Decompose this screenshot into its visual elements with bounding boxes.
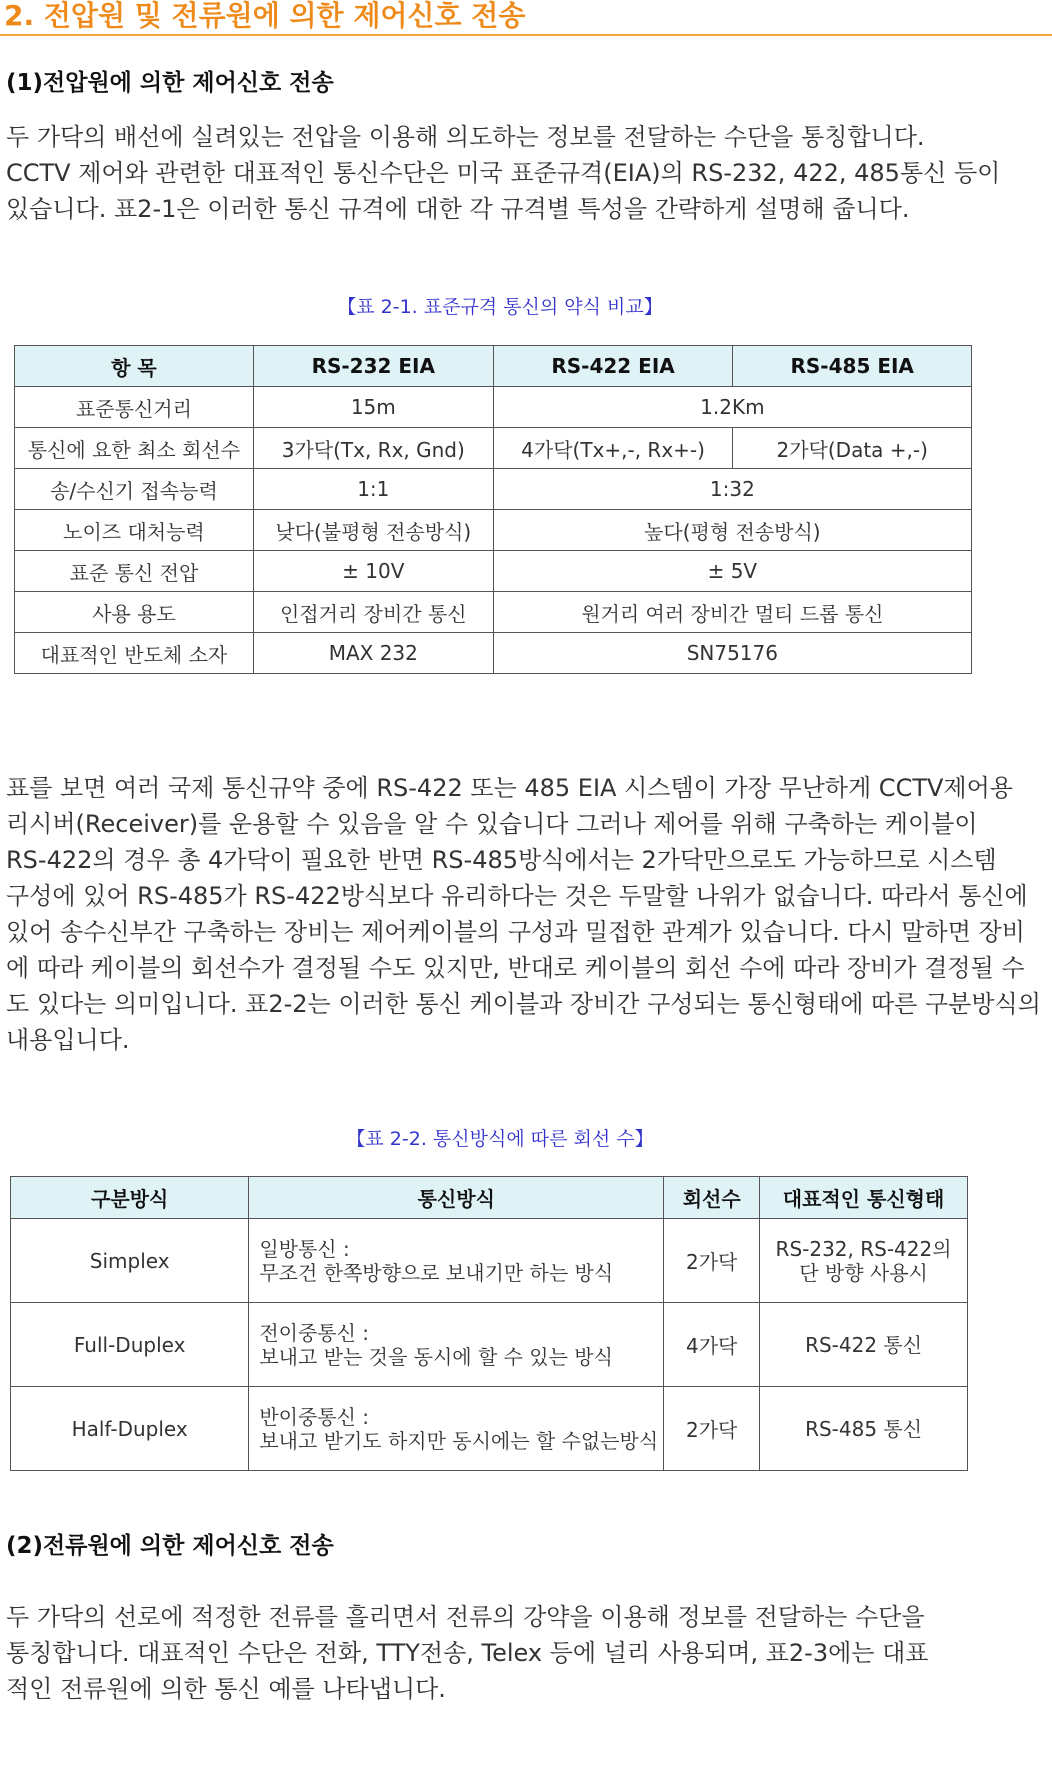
comparison-table (14, 345, 972, 674)
table-caption-2-1: 【표 2-1. 표준규격 통신의 약식 비교】 (337, 296, 663, 318)
paragraph-line: CCTV 제어와 관련한 대표적인 통신수단은 미국 표준규격(EIA)의 RS-232, 422, 485통신 등이 (6, 159, 1001, 187)
header-method: 통신방식 (249, 1177, 664, 1219)
table-row (15, 592, 972, 633)
table-row (15, 510, 972, 551)
cell-representative (760, 1303, 968, 1387)
cell-rs232: MAX 232 (253, 633, 493, 674)
row-label: 노이즈 대처능력 (15, 510, 254, 551)
cell-wires: 2가닥 (664, 1219, 760, 1303)
paragraph-line: 두 가닥의 선로에 적정한 전류를 흘리면서 전류의 강약을 이용해 정보를 전달하는 수단을 (6, 1603, 925, 1631)
header-item: 항 목 (15, 346, 254, 387)
method-description: 보내고 받는 것을 동시에 할 수 있는 방식 (259, 1344, 613, 1369)
row-label: 표준통신거리 (15, 387, 254, 428)
row-label: 표준 통신 전압 (15, 551, 254, 592)
cell-rs232: ± 10V (253, 551, 493, 592)
cell-rs232: 인접거리 장비간 통신 (253, 592, 493, 633)
cell-rs422-485: ± 5V (493, 551, 971, 592)
cell-rs232: 1:1 (253, 469, 493, 510)
representative-line: RS-485 통신 (805, 1416, 923, 1441)
table-row-simplex (11, 1219, 968, 1303)
row-label: 송/수신기 접속능력 (15, 469, 254, 510)
paragraph-analysis (6, 770, 1046, 1058)
cell-method (249, 1219, 664, 1303)
cell-rs232: 낮다(불평형 전송방식) (253, 510, 493, 551)
paragraph-line: 있어 송수신부간 구축하는 장비는 제어케이블의 구성과 밀접한 관계가 있습니다. 다시 말하면 장비 (6, 918, 1025, 946)
cell-type: Full-Duplex (11, 1303, 249, 1387)
cell-representative (760, 1387, 968, 1471)
header-rs232: RS-232 EIA (253, 346, 493, 387)
cell-rs485: 2가닥(Data +,-) (733, 428, 972, 469)
representative-line: RS-422 통신 (805, 1332, 923, 1357)
paragraph-line: 적인 전류원에 의한 통신 예를 나타냅니다. (6, 1675, 446, 1703)
cell-rs422-485: 1.2Km (493, 387, 971, 428)
cell-method (249, 1303, 664, 1387)
method-description: 보내고 받기도 하지만 동시에는 할 수없는방식 (259, 1428, 659, 1453)
cell-type: Simplex (11, 1219, 249, 1303)
cell-wires: 4가닥 (664, 1303, 760, 1387)
paragraph-line: 통칭합니다. 대표적인 수단은 전화, TTY전송, Telex 등에 널리 사용되며, 표2-3에는 대표 (6, 1639, 929, 1667)
paragraph-line: 리시버(Receiver)를 운용할 수 있음을 알 수 있습니다 그러나 제어를 위해 구축하는 케이블이 (6, 810, 978, 838)
subsection-heading-current: (2)전류원에 의한 제어신호 전송 (6, 1533, 334, 1559)
table-header-row (11, 1177, 968, 1219)
cell-method (249, 1387, 664, 1471)
header-type: 구분방식 (11, 1177, 249, 1219)
cell-type: Half-Duplex (11, 1387, 249, 1471)
table-row (15, 387, 972, 428)
table-row (15, 428, 972, 469)
table-row (15, 633, 972, 674)
cell-wires: 2가닥 (664, 1387, 760, 1471)
paragraph-line: 표를 보면 여러 국제 통신규약 중에 RS-422 또는 485 EIA 시스템이 가장 무난하게 CCTV제어용 (6, 774, 1013, 802)
cell-rs232: 3가닥(Tx, Rx, Gnd) (253, 428, 493, 469)
table-row (15, 469, 972, 510)
header-representative: 대표적인 통신형태 (760, 1177, 968, 1219)
table-header-row (15, 346, 972, 387)
method-title: 반이중통신 : (259, 1404, 370, 1429)
cell-rs422: 4가닥(Tx+,-, Rx+-) (493, 428, 733, 469)
cell-rs232: 15m (253, 387, 493, 428)
row-label: 사용 용도 (15, 592, 254, 633)
table-row-full-duplex (11, 1303, 968, 1387)
paragraph-line: 두 가닥의 배선에 실려있는 전압을 이용해 의도하는 정보를 전달하는 수단을 통칭합니다. (6, 123, 925, 151)
method-title: 일방통신 : (259, 1236, 350, 1261)
paragraph-line: 있습니다. 표2-1은 이러한 통신 규격에 대한 각 규격별 특성을 간략하게 설명해 줍니다. (6, 195, 910, 223)
paragraph-current (6, 1599, 1046, 1707)
paragraph-line: 내용입니다. (6, 1026, 130, 1054)
paragraph-intro (6, 119, 1046, 227)
row-label: 대표적인 반도체 소자 (15, 633, 254, 674)
paragraph-line: 구성에 있어 RS-485가 RS-422방식보다 유리하다는 것은 두말할 나위가 없습니다. 따라서 통신에 (6, 882, 1028, 910)
subsection-heading-voltage: (1)전압원에 의한 제어신호 전송 (6, 70, 334, 96)
paragraph-line: 에 따라 케이블의 회선수가 결정될 수도 있지만, 반대로 케이블의 회선 수에 따라 장비가 결정될 수 (6, 954, 1025, 982)
cell-rs422-485: SN75176 (493, 633, 971, 674)
table-caption-2-2: 【표 2-2. 통신방식에 따른 회선 수】 (346, 1128, 654, 1150)
cell-representative (760, 1219, 968, 1303)
table-row (15, 551, 972, 592)
representative-line: RS-232, RS-422의 (775, 1236, 952, 1261)
header-rs485: RS-485 EIA (733, 346, 972, 387)
cell-rs422-485: 1:32 (493, 469, 971, 510)
cell-rs422-485: 높다(평형 전송방식) (493, 510, 971, 551)
section-title: 2. 전압원 및 전류원에 의한 제어신호 전송 (0, 0, 1052, 36)
row-label: 통신에 요한 최소 회선수 (15, 428, 254, 469)
header-rs422: RS-422 EIA (493, 346, 733, 387)
header-wires: 회선수 (664, 1177, 760, 1219)
method-description: 무조건 한쪽방향으로 보내기만 하는 방식 (259, 1260, 614, 1285)
paragraph-line: RS-422의 경우 총 4가닥이 필요한 반면 RS-485방식에서는 2가닥만으로도 가능하므로 시스템 (6, 846, 997, 874)
line-count-table (10, 1176, 968, 1471)
table-row-half-duplex (11, 1387, 968, 1471)
representative-line: 단 방향 사용시 (799, 1260, 928, 1285)
paragraph-line: 도 있다는 의미입니다. 표2-2는 이러한 통신 케이블과 장비간 구성되는 통신형태에 따른 구분방식의 (6, 990, 1041, 1018)
cell-rs422-485: 원거리 여러 장비간 멀티 드롭 통신 (493, 592, 971, 633)
method-title: 전이중통신 : (259, 1320, 370, 1345)
